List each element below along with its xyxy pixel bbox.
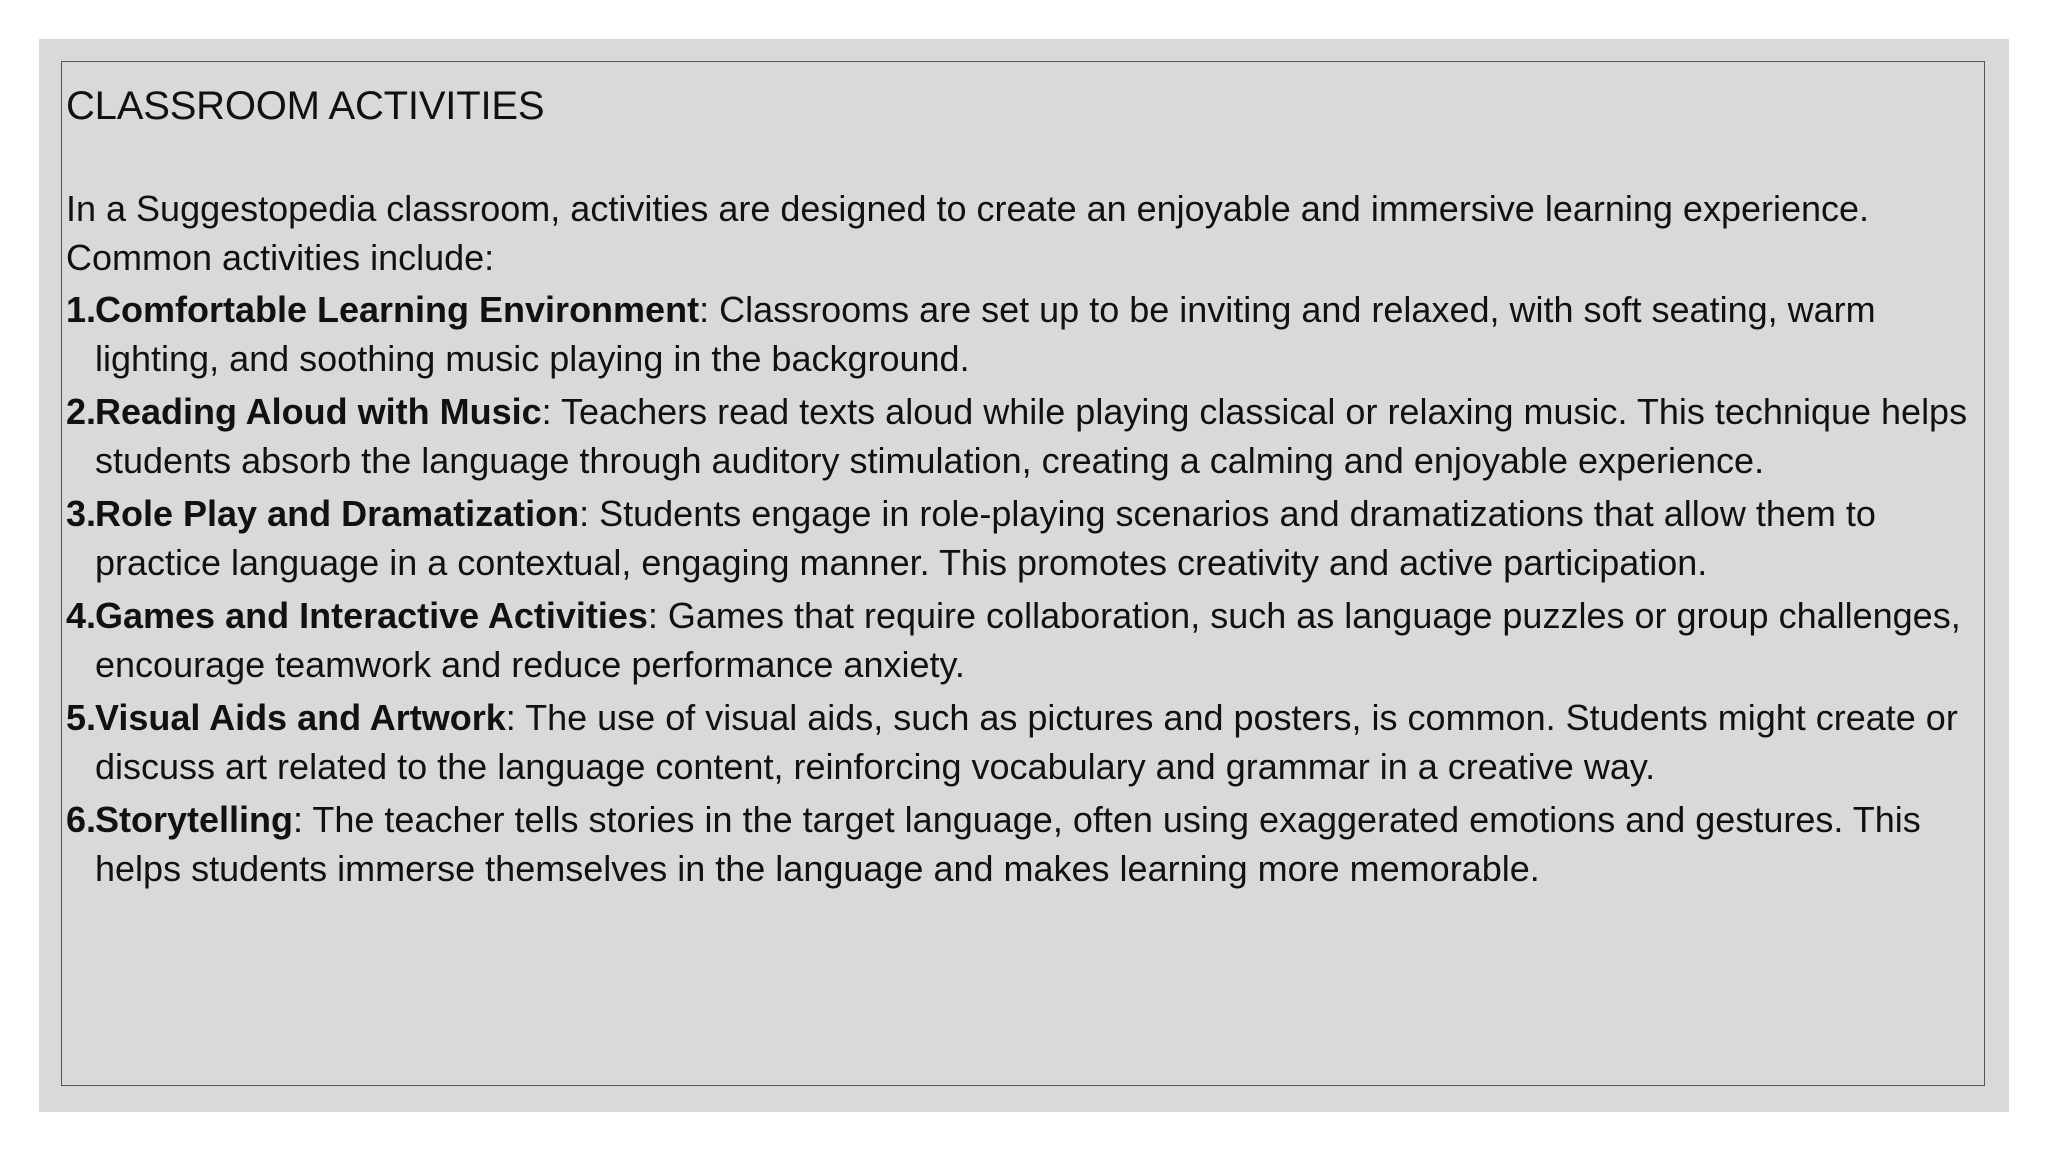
item-number: 2. bbox=[66, 391, 97, 432]
item-term: Reading Aloud with Music bbox=[95, 391, 542, 432]
item-term: Comfortable Learning Environment bbox=[95, 289, 700, 330]
slide-content bbox=[66, 83, 1971, 897]
item-number: 3. bbox=[66, 493, 97, 534]
item-number: 5. bbox=[66, 697, 97, 738]
item-description: : Students engage in role-playing scenarios and dramatizations that allow them to practice language in a contextual, engaging manner. This promotes creativity and active participation. bbox=[95, 493, 1876, 583]
item-term: Role Play and Dramatization bbox=[95, 493, 580, 534]
slide-title: CLASSROOM ACTIVITIES bbox=[66, 84, 545, 128]
list-item bbox=[66, 795, 1971, 893]
list-item bbox=[66, 591, 1971, 689]
item-number: 6. bbox=[66, 799, 97, 840]
list-item bbox=[66, 489, 1971, 587]
slide bbox=[39, 39, 2009, 1112]
item-description: : Classrooms are set up to be inviting and relaxed, with soft seating, warm lighting, and soothing music playing in the background. bbox=[95, 289, 1876, 379]
intro-paragraph: In a Suggestopedia classroom, activities are designed to create an enjoyable and immersive learning experience. Common activities include: bbox=[66, 188, 1870, 278]
item-term: Games and Interactive Activities bbox=[95, 595, 648, 636]
item-number: 4. bbox=[66, 595, 97, 636]
item-description: : Games that require collaboration, such as language puzzles or group challenges, encourage teamwork and reduce performance anxiety. bbox=[95, 595, 1961, 685]
list-item bbox=[66, 693, 1971, 791]
item-description: : The use of visual aids, such as pictures and posters, is common. Students might create or discuss art related to the language content, reinforcing vocabulary and grammar in a creative way. bbox=[95, 697, 1958, 787]
item-number: 1. bbox=[66, 289, 97, 330]
item-term: Visual Aids and Artwork bbox=[95, 697, 506, 738]
item-description: : Teachers read texts aloud while playing classical or relaxing music. This technique helps students absorb the language through auditory stimulation, creating a calming and enjoyable experience. bbox=[95, 391, 1968, 481]
activities-list bbox=[66, 285, 1971, 893]
list-item bbox=[66, 387, 1971, 485]
list-item bbox=[66, 285, 1971, 383]
item-term: Storytelling bbox=[95, 799, 294, 840]
item-description: : The teacher tells stories in the target language, often using exaggerated emotions and gestures. This helps students immerse themselves in the language and makes learning more memorable. bbox=[95, 799, 1921, 889]
